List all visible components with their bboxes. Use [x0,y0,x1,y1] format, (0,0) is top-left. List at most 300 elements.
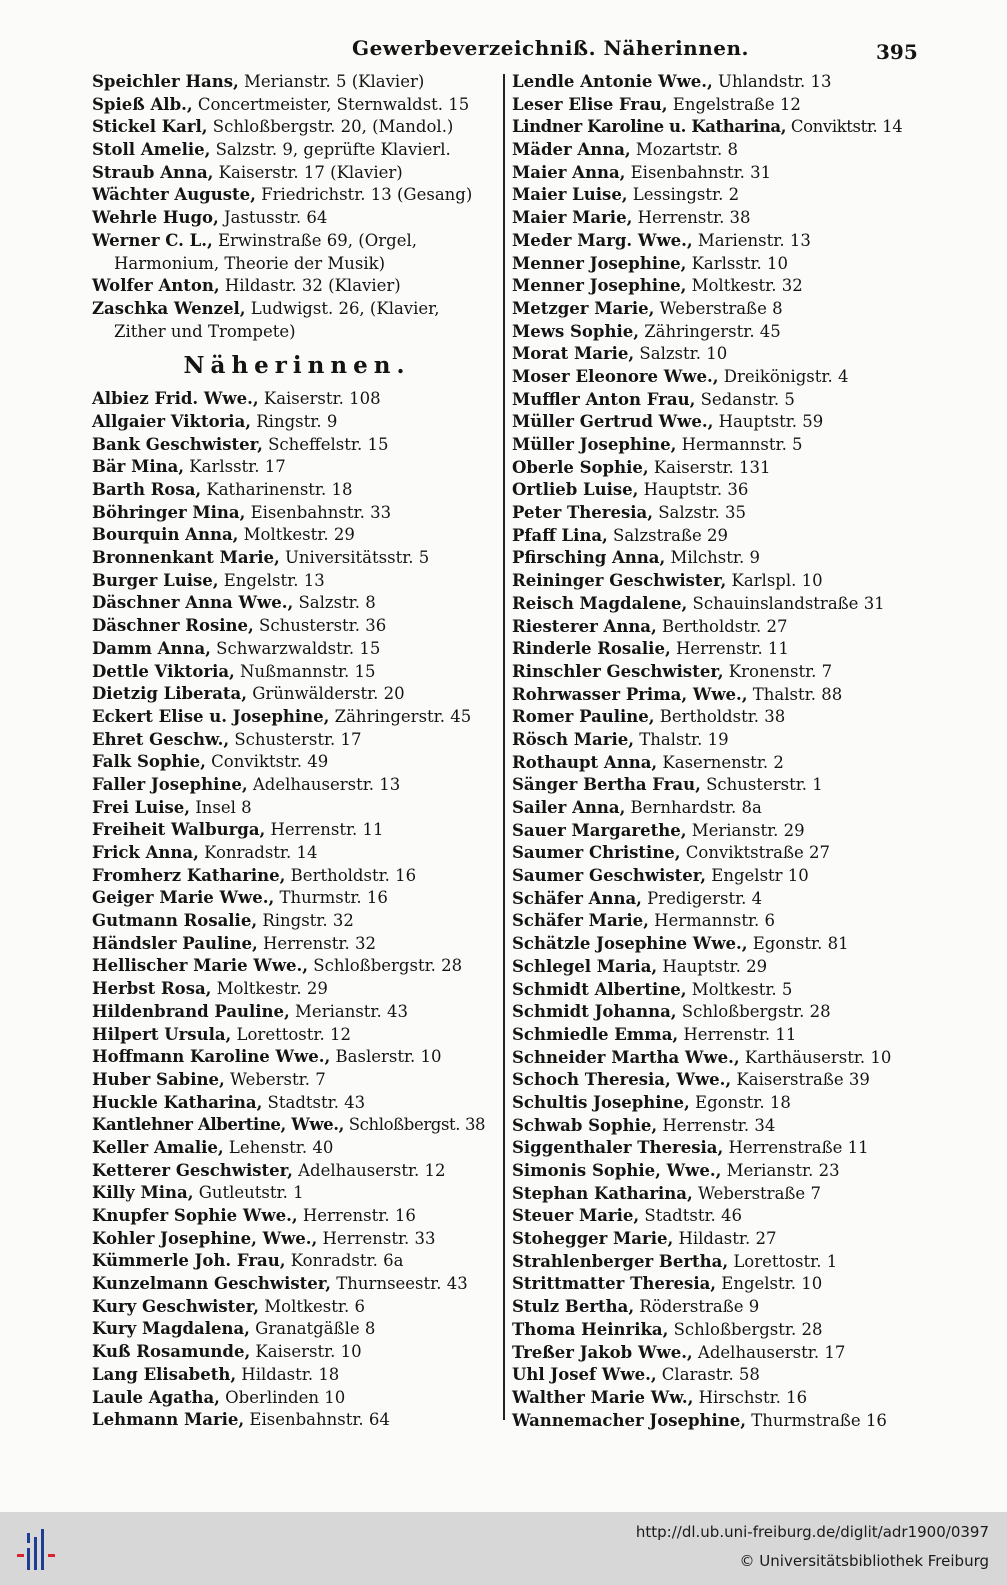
directory-entry [512,979,904,1002]
directory-entry [92,94,502,117]
entry-address: Schloßbergstr. 28 [308,956,463,976]
directory-entry [92,1001,502,1024]
entry-name: Wolfer Anton, [92,276,220,296]
entry-address: Adelhauserstr. 13 [247,774,401,794]
directory-entry [92,706,502,729]
directory-entry [512,842,904,865]
entry-address: Schusterstr. 1 [700,775,823,795]
entry-name: Hellischer Marie Wwe., [92,956,309,976]
directory-entry [92,547,502,570]
entry-name: Schoch Theresia, Wwe., [512,1070,732,1090]
entry-name: Faller Josephine, [92,774,248,794]
entry-name: Falk Sophie, [92,752,206,772]
directory-entry [512,479,904,502]
entry-address: Salzstr. 9, geprüfte Klavierl. [210,140,451,160]
directory-entry [92,1024,502,1047]
entry-address: Kaiserstr. 131 [648,457,771,477]
entry-name: Huckle Katharina, [92,1092,263,1112]
directory-entry [92,434,502,457]
entry-address: Schwarzwaldstr. 15 [210,638,381,658]
entry-name: Schmidt Albertine, [512,979,687,999]
directory-entry [512,116,904,139]
entry-address: Thurnseestr. 43 [331,1274,468,1294]
entry-name: Morat Marie, [512,344,635,364]
entry-name: Pfirsching Anna, [512,548,666,568]
entry-address: Schloßbergstr. 20, (Mandol.) [207,117,454,137]
entry-name: Rohrwasser Prima, Wwe., [512,684,748,704]
left-column [92,71,502,1432]
directory-entry [92,1114,502,1137]
entry-address: Egonstr. 81 [747,934,849,954]
directory-entry [92,751,502,774]
entry-name: Kantlehner Albertine, Wwe., [92,1115,344,1135]
entry-name: Stohegger Marie, [512,1229,674,1249]
entry-name: Killy Mina, [92,1183,194,1203]
entry-address: Marienstr. 13 [692,230,811,250]
entry-address: Baslerstr. 10 [330,1047,442,1067]
entry-name: Kury Geschwister, [92,1296,260,1316]
entry-name: Fromherz Katharine, [92,865,286,885]
entry-address: Bernhardstr. 8a [625,798,762,817]
entry-address: Predigerstr. 4 [641,888,763,908]
directory-entry [92,524,502,547]
section-heading: Näherinnen. [183,352,411,380]
entry-address: Kaiserstr. 17 (Klavier) [213,162,403,182]
entry-name: Reininger Geschwister, [512,571,727,591]
entry-name: Schultis Josephine, [512,1092,690,1112]
directory-entry [92,1387,502,1410]
entry-address: Konradstr. 14 [198,843,318,862]
directory-entry [512,638,904,661]
directory-entry [512,343,904,366]
entry-name: Frick Anna, [92,843,199,862]
directory-entry [512,94,904,117]
entry-name: Huber Sabine, [92,1069,225,1089]
entry-address: Herrenstr. 33 [317,1228,436,1248]
entry-name: Rothaupt Anna, [512,752,658,772]
entry-address: Conviktstraße 27 [680,843,831,863]
directory-entry [92,321,502,344]
directory-entry [92,774,502,797]
directory-entry [512,1024,904,1047]
entry-name: Ketterer Geschwister, [92,1160,293,1180]
entry-name: Hilpert Ursula, [92,1024,232,1044]
directory-entry [92,1092,502,1115]
entry-name: Zaschka Wenzel, [92,298,246,318]
directory-entry [512,729,904,752]
directory-entry [512,207,904,230]
entry-name: Saumer Geschwister, [512,866,707,886]
directory-entry [512,616,904,639]
directory-entry [92,162,502,185]
entry-name: Straub Anna, [92,162,214,182]
entry-name: Mews Sophie, [512,321,639,341]
directory-entry [92,933,502,956]
entry-name: Rösch Marie, [512,729,634,749]
entry-name: Schlegel Maria, [512,956,658,976]
directory-entry [512,797,904,820]
entry-name: Romer Pauline, [512,707,655,727]
entry-address: Grünwälderstr. 20 [246,684,405,704]
entry-address: Lessingstr. 2 [627,185,740,205]
entry-name: Leser Elise Frau, [512,94,668,114]
entry-address: Bertholdstr. 38 [654,707,786,727]
directory-entry [512,1160,904,1183]
entry-name: Dettle Viktoria, [92,661,235,681]
entry-address: Insel 8 [190,797,252,817]
entry-address: Engelstr. 10 [716,1274,823,1294]
directory-entry [512,570,904,593]
entry-name: Ortlieb Luise, [512,480,639,500]
directory-entry [512,956,904,979]
directory-entry [92,1273,502,1296]
entry-name: Maier Luise, [512,185,628,205]
entry-address: Thurmstraße 16 [746,1410,887,1430]
entry-address: Ringstr. 9 [251,411,338,431]
entry-address: Herrenstr. 11 [670,639,789,659]
entry-address: Thalstr. 88 [747,684,843,704]
entry-name: Keller Amalie, [92,1137,224,1157]
entry-name: Walther Marie Ww., [512,1387,694,1407]
entry-address: Bertholdstr. 16 [285,865,417,885]
entry-name: Damm Anna, [92,638,211,658]
directory-entry [512,139,904,162]
entry-address: Engelstr. 13 [218,570,325,590]
entry-name: Dietzig Liberata, [92,684,247,704]
directory-entry [512,253,904,276]
entry-address: Thurmstr. 16 [274,888,388,908]
entry-address: Conviktstr. 49 [205,752,329,772]
entry-address: Karlspl. 10 [726,571,823,591]
directory-entry [92,116,502,139]
column-divider [503,74,505,1420]
entry-address: Adelhauserstr. 17 [692,1342,846,1362]
entry-address: Concertmeister, Sternwaldst. 15 [192,94,470,114]
entry-address: Weberstraße 8 [654,298,783,318]
entry-name: Wehrle Hugo, [92,208,219,228]
entry-address: Stadtstr. 46 [639,1206,743,1226]
entry-name: Hildenbrand Pauline, [92,1001,290,1021]
entry-address: Egonstr. 18 [689,1092,791,1112]
entry-address: Schloßbergst. 38 [343,1115,486,1135]
entry-name: Kunzelmann Geschwister, [92,1274,332,1294]
entry-name: Reisch Magdalene, [512,593,688,613]
entry-address: Weberstraße 7 [692,1183,821,1203]
right-column [512,71,904,1432]
page-number: 395 [876,40,918,64]
entry-name: Müller Gertrud Wwe., [512,412,714,432]
entry-name: Schneider Martha Wwe., [512,1047,740,1067]
entry-address: Hirschstr. 16 [693,1387,808,1407]
entry-address: Schusterstr. 36 [253,616,387,636]
entry-name: Werner C. L., [92,230,213,250]
directory-entry [92,298,502,321]
entry-name: Simonis Sophie, Wwe., [512,1161,722,1180]
directory-entry [92,1160,502,1183]
entry-address: Herrenstraße 11 [723,1138,869,1158]
entry-address: Moltkestr. 5 [686,979,793,999]
directory-entry [512,774,904,797]
entry-address: Hauptstr. 29 [657,956,768,976]
directory-entry [512,910,904,933]
directory-entry [512,1001,904,1024]
ub-freiburg-logo-icon [14,1529,66,1573]
entry-address: Konradstr. 6a [285,1251,404,1271]
directory-entry [512,525,904,548]
entry-name: Maier Marie, [512,208,633,228]
directory-entry [512,1319,904,1342]
entry-address: Thalstr. 19 [633,729,729,749]
entry-name: Steuer Marie, [512,1206,640,1226]
directory-entry [512,1047,904,1070]
entry-name: Rinschler Geschwister, [512,661,724,681]
entry-name: Däschner Anna Wwe., [92,593,294,613]
directory-entry [92,230,502,253]
footer-bar [0,1512,1007,1585]
entry-address: Herrenstr. 38 [632,208,751,228]
directory-entry [512,1069,904,1092]
entry-address: Karlsstr. 17 [184,457,286,477]
directory-entry [512,502,904,525]
entry-name: Menner Josephine, [512,253,687,273]
entry-address: Schauinslandstraße 31 [687,593,885,613]
entry-name: Eckert Elise u. Josephine, [92,706,330,726]
directory-entry [92,1341,502,1364]
entry-address: Clarastr. 58 [656,1365,760,1385]
entry-address: Schloßbergstr. 28 [668,1319,823,1339]
entry-name: Stickel Karl, [92,117,208,137]
entry-address: Universitätsstr. 5 [279,548,430,568]
directory-entry [92,388,502,411]
directory-entry [512,389,904,412]
entry-name: Müller Josephine, [512,435,677,454]
entry-name: Hoffmann Karoline Wwe., [92,1047,331,1067]
entry-address: Merianstr. 29 [686,820,805,840]
directory-entry [512,1228,904,1251]
entry-address: Ludwigst. 26, (Klavier, [245,298,440,318]
entry-address: Merianstr. 23 [721,1161,840,1180]
entry-name: Bourquin Anna, [92,525,239,545]
directory-entry [512,1115,904,1138]
directory-entry [92,887,502,910]
entry-address: Lorettostr. 12 [231,1024,351,1044]
directory-entry [92,1364,502,1387]
entry-address: Ringstr. 32 [257,911,354,931]
directory-entry [512,71,904,94]
entry-name: Händsler Pauline, [92,933,258,953]
entry-address: Hauptstr. 36 [638,480,749,500]
entry-address: Conviktstr. 14 [786,117,903,137]
entry-name: Böhringer Mina, [92,502,246,522]
entry-name: Bank Geschwister, [92,434,263,454]
entry-address: Weberstr. 7 [224,1069,326,1089]
entry-name: Bronnenkant Marie, [92,548,280,568]
entry-address: Karthäuserstr. 10 [739,1047,892,1067]
entry-address: Friedrichstr. 13 (Gesang) [255,185,473,205]
entry-address: Granatgäßle 8 [249,1319,376,1339]
directory-entry [512,184,904,207]
entry-address: Zähringerstr. 45 [329,706,472,726]
entry-address: Salzstr. 10 [634,344,728,364]
directory-entry [92,842,502,865]
entry-address: Adelhauserstr. 12 [292,1160,446,1180]
entry-name: Frei Luise, [92,797,191,817]
directory-entry [512,1387,904,1410]
directory-entry [92,184,502,207]
entry-address: Moltkestr. 29 [238,525,355,545]
entry-address: Hildastr. 18 [236,1364,340,1384]
entry-address: Engelstraße 12 [667,94,801,114]
entry-name: Lang Elisabeth, [92,1364,237,1384]
entry-name: Sauer Margarethe, [512,820,687,840]
running-title: Gewerbeverzeichniß. Näherinnen. [352,36,749,60]
entry-address: Herrenstr. 32 [257,933,376,953]
entry-address: Milchstr. 9 [665,548,760,568]
entry-name: Wächter Auguste, [92,185,256,205]
entry-name: Lendle Antonie Wwe., [512,72,713,91]
entry-name: Meder Marg. Wwe., [512,230,693,250]
entry-name: Knupfer Sophie Wwe., [92,1206,298,1225]
directory-entry [92,71,502,94]
directory-entry [92,456,502,479]
entry-name: Menner Josephine, [512,276,687,296]
directory-entry [512,888,904,911]
entry-name: Stulz Bertha, [512,1297,635,1317]
entry-name: Kuß Rosamunde, [92,1342,251,1362]
entry-address: Herrenstr. 11 [265,820,384,840]
entry-address: Eisenbahnstr. 31 [625,162,772,182]
entry-address: Röderstraße 9 [634,1297,760,1317]
entry-address: Katharinenstr. 18 [201,480,353,499]
entry-address: Schloßbergstr. 28 [676,1002,831,1022]
entry-name: Strittmatter Theresia, [512,1274,717,1294]
entry-address: Hermannstr. 6 [648,911,776,931]
entry-name: Albiez Frid. Wwe., [92,389,259,409]
entry-name: Däschner Rosine, [92,616,254,636]
directory-entry [92,1296,502,1319]
entry-address: Erwinstraße 69, (Orgel, [212,230,417,250]
entry-address: Salzstr. 35 [652,503,746,523]
copyright-notice: © Universitätsbibliothek Freiburg [739,1552,989,1570]
entry-address: Herrenstr. 34 [657,1115,776,1135]
entry-name: Kümmerle Joh. Frau, [92,1251,286,1271]
entry-address: Herrenstr. 16 [297,1206,416,1225]
directory-entry [92,955,502,978]
entry-address: Herrenstr. 11 [678,1024,797,1044]
entry-name: Gutmann Rosalie, [92,911,258,931]
entry-address: Schusterstr. 17 [229,729,362,749]
entry-address: Kronenstr. 7 [723,661,833,681]
entry-address: Zähringerstr. 45 [638,321,781,341]
entry-address: Salzstraße 29 [607,525,729,545]
entry-name: Kury Magdalena, [92,1319,250,1339]
directory-entry [92,1409,502,1432]
directory-entry [92,1046,502,1069]
directory-entry [512,275,904,298]
entry-name: Maier Anna, [512,162,626,182]
entry-name: Oberle Sophie, [512,457,649,477]
directory-entry [512,593,904,616]
entry-address: Sedanstr. 5 [695,389,795,409]
directory-entry [92,1137,502,1160]
entry-address: Nußmannstr. 15 [234,661,376,681]
entry-address: Kaiserstr. 10 [250,1342,362,1362]
directory-entry [512,1251,904,1274]
directory-entry [512,1342,904,1365]
entry-name: Laule Agatha, [92,1387,220,1407]
entry-address: Uhlandstr. 13 [712,72,832,91]
entry-name: Schmiedle Emma, [512,1024,679,1044]
entry-address: Kasernenstr. 2 [657,752,784,772]
entry-address: Zither und Trompete) [114,321,296,341]
directory-entry [92,683,502,706]
entry-address: Merianstr. 43 [289,1001,408,1021]
entry-address: Jastusstr. 64 [218,208,328,228]
entry-name: Riesterer Anna, [512,616,657,636]
entry-name: Muffler Anton Frau, [512,389,696,409]
directory-entry [512,661,904,684]
directory-entry [512,706,904,729]
entry-address: Lorettostr. 1 [728,1251,838,1271]
directory-entry [92,207,502,230]
entry-name: Uhl Josef Wwe., [512,1365,657,1385]
entry-name: Schmidt Johanna, [512,1002,677,1022]
directory-entry [92,978,502,1001]
entry-name: Allgaier Viktoria, [92,411,252,431]
entry-name: Spieß Alb., [92,94,193,114]
entry-name: Sailer Anna, [512,798,626,817]
directory-entry [92,253,502,276]
directory-entry [512,162,904,185]
directory-entry [92,139,502,162]
directory-entry [92,1182,502,1205]
directory-entry [92,638,502,661]
source-url[interactable]: http://dl.ub.uni-freiburg.de/diglit/adr1900/0397 [635,1523,989,1541]
directory-entry [92,729,502,752]
entry-address: Engelstr 10 [706,866,809,886]
entry-name: Metzger Marie, [512,298,655,318]
directory-entry [512,230,904,253]
directory-entry [92,819,502,842]
directory-entry [512,1410,904,1433]
directory-entry [512,321,904,344]
entry-name: Rinderle Rosalie, [512,639,671,659]
directory-entry [92,661,502,684]
entry-name: Lindner Karoline u. Katharina, [512,117,787,137]
entry-address: Moltkestr. 29 [211,979,328,999]
entry-address: Hildastr. 27 [673,1229,777,1249]
directory-entry [512,1296,904,1319]
directory-entry [512,298,904,321]
directory-entry [512,820,904,843]
entry-name: Pfaff Lina, [512,525,608,545]
directory-entry [512,366,904,389]
entry-address: Gutleutstr. 1 [193,1183,304,1203]
entry-name: Schätzle Josephine Wwe., [512,934,748,954]
entry-name: Schäfer Marie, [512,911,649,931]
entry-address: Scheffelstr. 15 [262,434,389,454]
page-header [0,36,1007,66]
entry-name: Lehmann Marie, [92,1410,245,1430]
entry-address: Harmonium, Theorie der Musik) [114,253,386,273]
directory-entry [92,797,502,820]
entry-address: Salzstr. 8 [293,593,376,613]
directory-entry [512,865,904,888]
entry-address: Mozartstr. 8 [630,140,738,160]
entry-name: Speichler Hans, [92,72,239,91]
directory-entry [512,1205,904,1228]
entry-address: Karlsstr. 10 [686,253,789,273]
